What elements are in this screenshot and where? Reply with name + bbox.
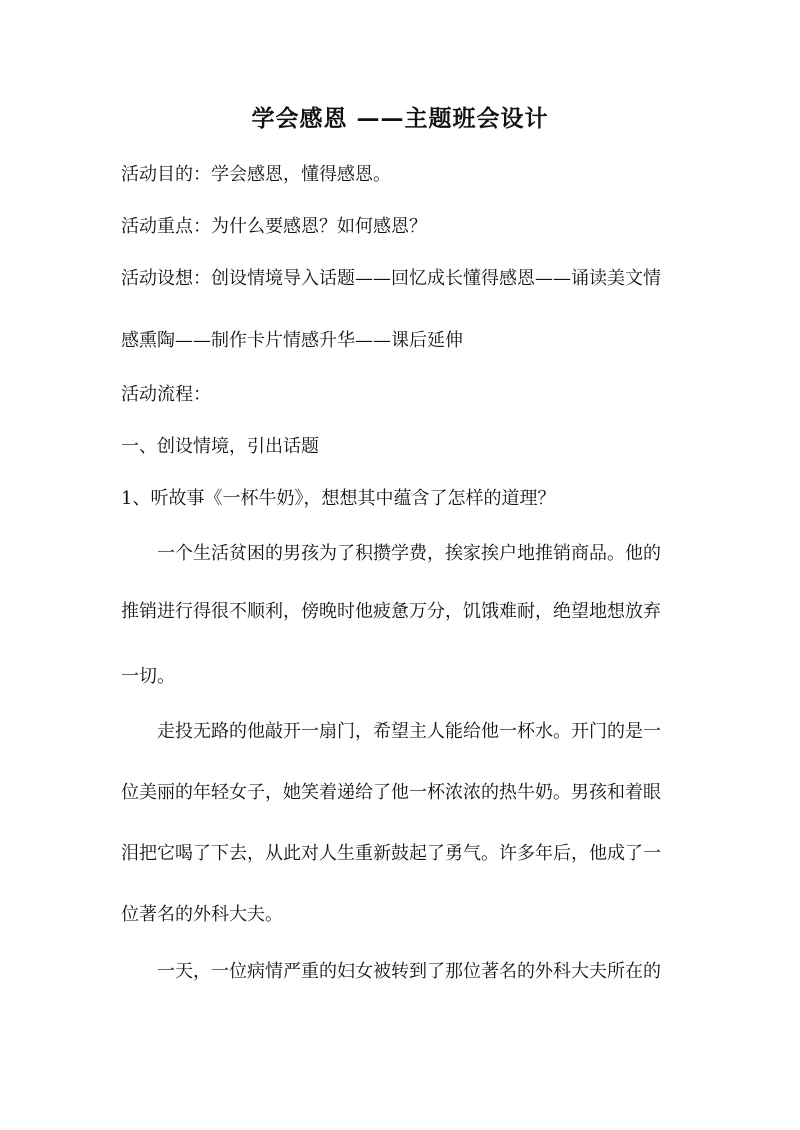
story-paragraph-2-line-3: 泪把它喝了下去，从此对人生重新鼓起了勇气。许多年后，他成了一: [121, 843, 661, 864]
text-line-activity-concept-cont: 感熏陶——制作卡片情感升华——课后延伸: [121, 330, 463, 351]
story-paragraph-2-line-1: 走投无路的他敲开一扇门，希望主人能给他一杯水。开门的是一: [157, 721, 661, 742]
story-paragraph-1-line-3: 一切。: [121, 666, 175, 687]
text-line-activity-goal: 活动目的：学会感恩，懂得感恩。: [121, 164, 391, 185]
story-paragraph-2-line-4: 位著名的外科大夫。: [121, 904, 283, 925]
document-title: 学会感恩 ——主题班会设计: [251, 105, 549, 132]
story-paragraph-2-line-2: 位美丽的年轻女子，她笑着递给了他一杯浓浓的热牛奶。男孩和着眼: [121, 782, 661, 803]
text-line-story-question: 1、听故事《一杯牛奶》，想想其中蕴含了怎样的道理？: [121, 488, 556, 509]
text-line-activity-focus: 活动重点：为什么要感恩？如何感恩？: [121, 216, 427, 237]
story-paragraph-1-line-1: 一个生活贫困的男孩为了积攒学费，挨家挨户地推销商品。他的: [157, 543, 661, 564]
story-paragraph-1-line-2: 推销进行得很不顺利，傍晚时他疲惫万分，饥饿难耐，绝望地想放弃: [121, 601, 661, 622]
section-heading-1: 一、创设情境，引出话题: [121, 436, 319, 457]
text-line-activity-process: 活动流程：: [121, 384, 211, 405]
text-line-activity-concept: 活动设想：创设情境导入话题——回忆成长懂得感恩——诵读美文情: [121, 268, 661, 289]
story-paragraph-3-line-1: 一天，一位病情严重的妇女被转到了那位著名的外科大夫所在的: [157, 961, 661, 982]
